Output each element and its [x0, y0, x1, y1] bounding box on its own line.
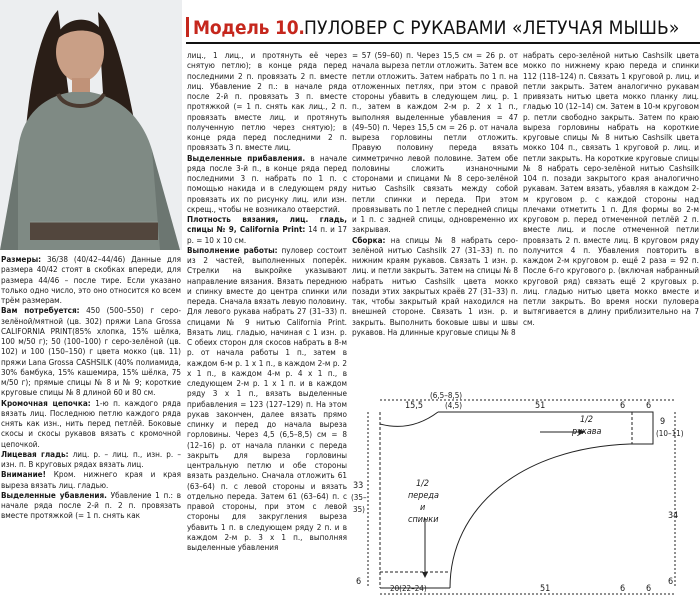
pattern-diagram — [350, 388, 700, 597]
para: Кромочная цепочка: 1-ю п. каждого ряда вязать лиц. Последнюю петлю каждого ряда снять как изн., нить перед петлёй. Боковые скосы и скосы рукавов вязать с кромочной цепочкой. — [1, 397, 181, 449]
para: Выделенные убавления. Убавление 1 п.: в начале ряда после 2-й п. 2 п. провязать вместе протяжкой (= 1 п. снять как — [1, 489, 181, 521]
para: Размеры: 36/38 (40/42–44/46) Данные для размера 40/42 стоят в скобках впереди, для размера 44/46 – после тире. Если указано только одно число, это оно относится ко всем трём размерам. — [1, 254, 181, 305]
dim-neck: (4,5) — [445, 401, 463, 410]
para: Выделенные прибавления. в начале ряда после 3-й п., в конце ряда перед последними 3 п. набрать по 1 п. с помощью накида и в следующем ряду провязать их по рисунку лиц. или изн. скрещ., чтобы не возникало отверстий. — [187, 152, 347, 214]
sleeve-label-frac: 1/2 — [580, 415, 594, 425]
dim-6-left: 6 — [356, 577, 362, 587]
body-label-front: переда — [408, 491, 439, 501]
column-1 — [1, 254, 181, 597]
column-3 — [352, 50, 518, 386]
neck-curve — [380, 412, 438, 426]
dim-15-5: 15,5 — [405, 401, 424, 411]
dim-35a: (35– — [351, 493, 367, 502]
dim-51-bottom: 51 — [540, 584, 551, 594]
column-2 — [187, 50, 347, 597]
red-marker — [186, 17, 189, 37]
dim-6-d: 6 — [646, 584, 652, 594]
body-label-back: спинки — [408, 515, 439, 525]
dim-6-b: 6 — [646, 401, 652, 411]
dim-neck-depth: (6,5–8,5) — [430, 391, 463, 400]
sleeve-top — [438, 412, 653, 444]
dim-35b: 35) — [353, 505, 365, 514]
dim-10-11: (10–11) — [656, 429, 684, 438]
para: Внимание! Кром. нижнего края и края выреза вязать лиц. гладью. — [1, 469, 181, 490]
pattern-svg — [350, 388, 700, 597]
para: Сборка: на спицы № 8 набрать серо-зелёной нитью Cashsilk 27 (31–33) п. по нижним краям рукавов. Связать 1 изн. р. лиц. и петли закрыть. Затем на спицы № 8 набрать нитью Cashsilk цвета мокко позади этих закрытых краёв 27 (31–33) п. так, чтобы закрытый край находился на внешней стороне. Связать 1 изн. р. и закрыть. Выполнить боковые швы и швы рукавов. На длинные круговые спицы № 8 — [352, 234, 518, 337]
dim-33: 33 — [353, 481, 364, 491]
para: лиц., 1 лиц., и протянуть её через снятую петлю); в конце ряда перед последними 2 п. провязать 2 п. вместе лиц. Убавление 2 п.: в начале ряда после 2-й п. провязать 3 п. вместе протяжкой (= 1 п. снять как лиц., 2 п. провязать вместе лиц. и протянуть полученную петлю через снятую); в конце ряда перед последними 2 п. провязать 3 п. вместе лиц. — [187, 50, 347, 153]
dim-9: 9 — [660, 417, 666, 427]
para: Плотность вязания, лиц. гладь, спицы № 9, California Print: 14 п. и 17 р. = 10 х 10 см. — [187, 214, 347, 245]
model-header — [186, 14, 700, 44]
para: набрать серо-зелёной нитью Cashsilk цвета мокко по нижнему краю переда и спинки 112 (118–124) п. Связать 1 круговой р. лиц. и петли закрыть. Затем аналогично рукавам привязать нитью цвета мокко планку лиц. гладью 10 (12–14) см. Затем в 10-м круговом р. петли свободно закрыть. Затем по краю выреза горловины набрать на короткие круговые спицы № 8 нитью Cashsilk цвета мокко 104 п., связать 1 круговой р. лиц. и петли закрыть. На короткие круговые спицы № 8 набрать серо-зелёной нитью Cashsilk 104 п. позади закрытого края аналогично рукавам. Затем вязать, убавляя в каждом 2-м круговом р. с каждой стороны над плечами отметить 1 п. Для формы во 2-м круговом р. перед отмеченной петлёй 2 п. вместе лиц. и после отмеченной петли провязать 2 п. вместе лиц. В круговом ряду получится 4 п. Убавления повторить в каждом 2-м круговом р. ещё 2 раза = 92 п. После 6-го кругового р. (включая набранный круговой ряд) связать ещё 2 круговых р. лиц. гладью нитью цвета мокко вместе и петли закрыть. Во время носки пуловера вытягивается в длину приблизительно на 7 см. — [523, 50, 699, 327]
dim-6-right: 6 — [668, 577, 674, 587]
model-photo — [0, 0, 182, 250]
body-label-frac: 1/2 — [416, 479, 430, 489]
model-title: ПУЛОВЕР С РУКАВАМИ «ЛЕТУЧАЯ МЫШЬ» — [304, 17, 680, 39]
para: Вам потребуется: 450 (500–550) г серо-зелёной/мятной (цв. 302) пряжи Lana Grossa CALIFORNIA PRINT(85% хлопка, 15% шёлка, 100 м/50 г); 50 (100–100) г серо-зелёной (цв. 102) и 100 (150–150) г цвета мокко (цв. 11) пряжи Lana Grossa CASHSILK (40% полиамида, 30% бамбука, 15% кашемира, 15% шёлка, 75 м/50 г); прямые спицы № 8 и № 9; короткие круговые спицы № 8 длиной 60 и 80 см. — [1, 305, 181, 398]
para: Лицевая гладь: лиц. р. – лиц. п., изн. р. – изн. п. В круговых рядах вязать лиц. — [1, 448, 181, 469]
dim-20: 20(22–24) — [390, 584, 427, 593]
column-4 — [523, 50, 699, 386]
dim-34: 34 — [668, 511, 679, 521]
para: Выполнение работы: пуловер состоит из 2 частей, выполненных поперёк. Стрелки на выкройке указывают направление вязания. Вязать переднюю и спинку вместе до центра спинки или переда. Сначала вязать левую половину. Для левого рукава набрать 27 (31–33) п. спицами № 9 нитью California Print. Вязать лиц. гладью, начиная с 1 изн. р. С обеих сторон для скосов набрать в 8-м р. от начала работы 1 п., затем в каждом 6-м р. 1 х 1 п., в каждом 2-м р. 2 х 1 п., в каждом 4-м р. 4 х 1 п., в следующем 2-м р. 1 х 1 п. и в каждом ряду 3 х 1 п., вязать выделенные прибавления = 123 (127–129) п. На этом рукав закончен, далее вязать прямо спинку и перед до начала выреза горловины. Через 4,5 (6,5–8,5) см = 8 (12–16) р. от начала планки с переда закрыть для выреза горловины центральную петлю и обе стороны вязать раздельно. Сначала отложить 61 (63–64) п. с левой стороны и вязать отдельно переда. Затем 61 (63–64) п. с правой стороны, при этом с левой стороны для закругления выреза убавить 1 п. в следующем ряду 2 п. и в каждом 2-м р. 3 х 1 п., выполняя выделенные убавления — [187, 244, 347, 552]
dim-6-a: 6 — [620, 401, 626, 411]
para: = 57 (59–60) п. Через 15,5 см = 26 р. от начала выреза петли отложить. Затем все петли отложить. Затем набрать по 1 п. на отложенных петлях, при этом с правой стороны убавить в следующем лиц. р. 1 п., затем в каждом 2-м р. 2 х 1 п., выполняя выделенные убавления = 47 (49–50) п. Через 15,5 см = 26 р. от начала выреза горловины петли отложить. Правую половину переда вязать симметрично левой половине. Затем обе половины сложить изнаночными сторонами и спицами № 8 серо-зелёной нитью Cashsilk связать между собой петли спинки и переда. При этом провязывать по 1 петле с передней спицы и 1 п. с задней спицы, одновременно их закрывая. — [352, 50, 518, 235]
sleeve-label: рукава — [572, 427, 602, 437]
dim-51-top: 51 — [535, 401, 546, 411]
body-label-and: и — [420, 503, 426, 513]
underarm-curve — [450, 444, 630, 588]
model-number: Модель 10. — [193, 17, 305, 39]
dim-6-c: 6 — [620, 584, 626, 594]
